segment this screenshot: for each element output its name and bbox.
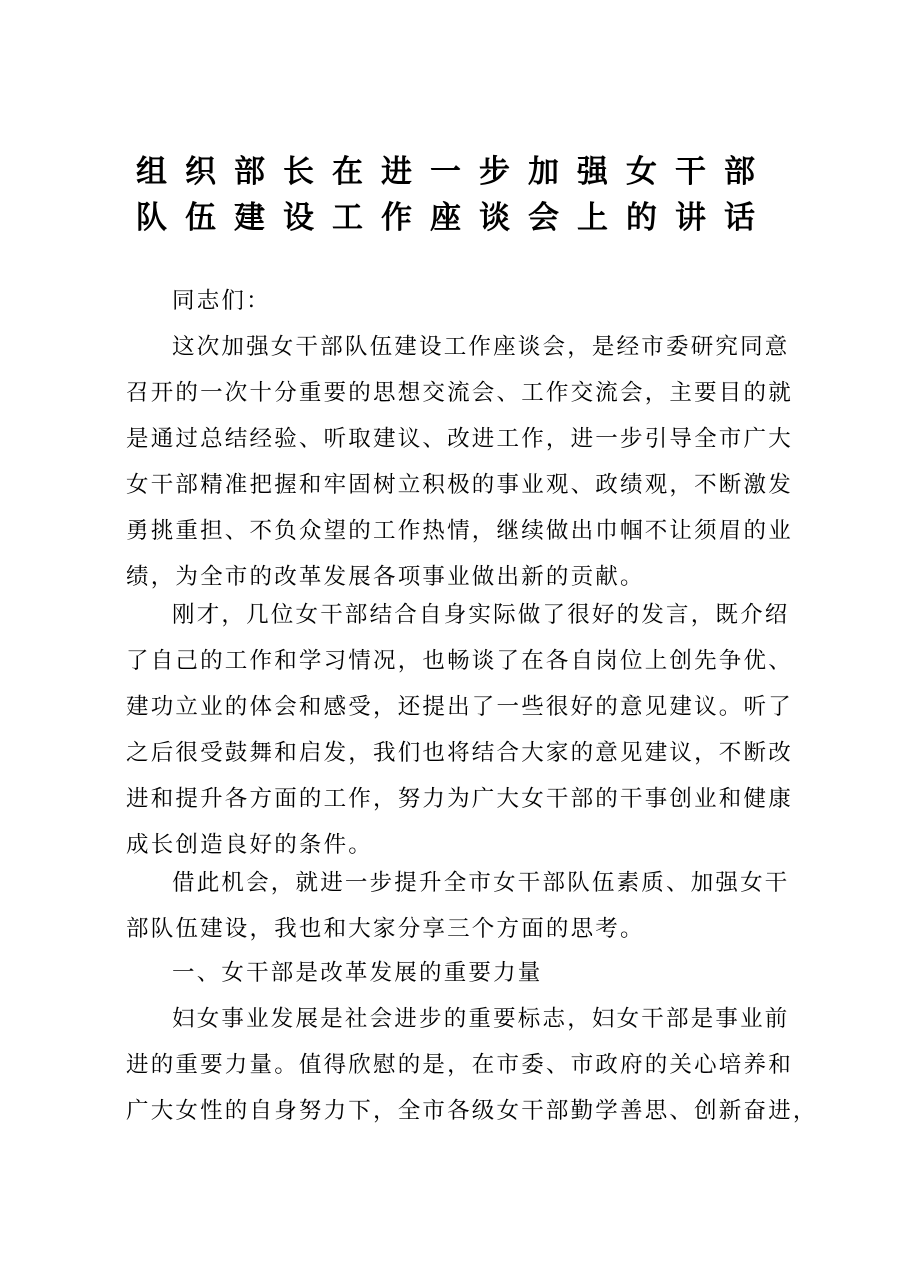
paragraph-2-line-6: 成长创造良好的条件。 (126, 832, 374, 858)
section-paragraph-line-1: 妇女事业发展是社会进步的重要标志，妇女干部是事业前 (172, 1006, 790, 1032)
paragraph-1-line-4: 女干部精准把握和牢固树立积极的事业观、政绩观，不断激发 (126, 472, 793, 498)
paragraph-2-line-1: 刚才，几位女干部结合自身实际做了很好的发言，既介绍 (172, 602, 790, 628)
paragraph-1-line-3: 是通过总结经验、听取建议、改进工作，进一步引导全市广大 (126, 426, 793, 452)
paragraph-3-line-2: 部队伍建设，我也和大家分享三个方面的思考。 (126, 916, 645, 942)
paragraph-2-line-2: 了自己的工作和学习情况，也畅谈了在各自岗位上创先争优、 (126, 648, 793, 674)
paragraph-2-line-5: 进和提升各方面的工作，努力为广大女干部的干事创业和健康 (126, 786, 793, 812)
paragraph-2-line-3: 建功立业的体会和感受，还提出了一些很好的意见建议。听了 (126, 694, 793, 720)
paragraph-1-line-2: 召开的一次十分重要的思想交流会、工作交流会，主要目的就 (126, 380, 793, 406)
section-heading: 一、女干部是改革发展的重要力量 (172, 960, 543, 986)
document-title-line-2: 队伍建设工作座谈会上的讲话 (136, 200, 773, 236)
greeting: 同志们： (172, 288, 271, 314)
section-paragraph-line-2: 进的重要力量。值得欣慰的是，在市委、市政府的关心培养和 (126, 1052, 793, 1078)
section-paragraph-line-3: 广大女性的自身努力下，全市各级女干部勤学善思、创新奋进， (126, 1098, 818, 1124)
paragraph-2-line-4: 之后很受鼓舞和启发，我们也将结合大家的意见建议，不断改 (126, 740, 793, 766)
paragraph-1-line-6: 绩，为全市的改革发展各项事业做出新的贡献。 (126, 564, 645, 590)
paragraph-1-line-5: 勇挑重担、不负众望的工作热情，继续做出巾帼不让须眉的业 (126, 518, 793, 544)
document-title-line-1: 组织部长在进一步加强女干部 (136, 154, 773, 190)
paragraph-3-line-1: 借此机会，就进一步提升全市女干部队伍素质、加强女干 (172, 870, 790, 896)
paragraph-1-line-1: 这次加强女干部队伍建设工作座谈会，是经市委研究同意 (172, 334, 790, 360)
